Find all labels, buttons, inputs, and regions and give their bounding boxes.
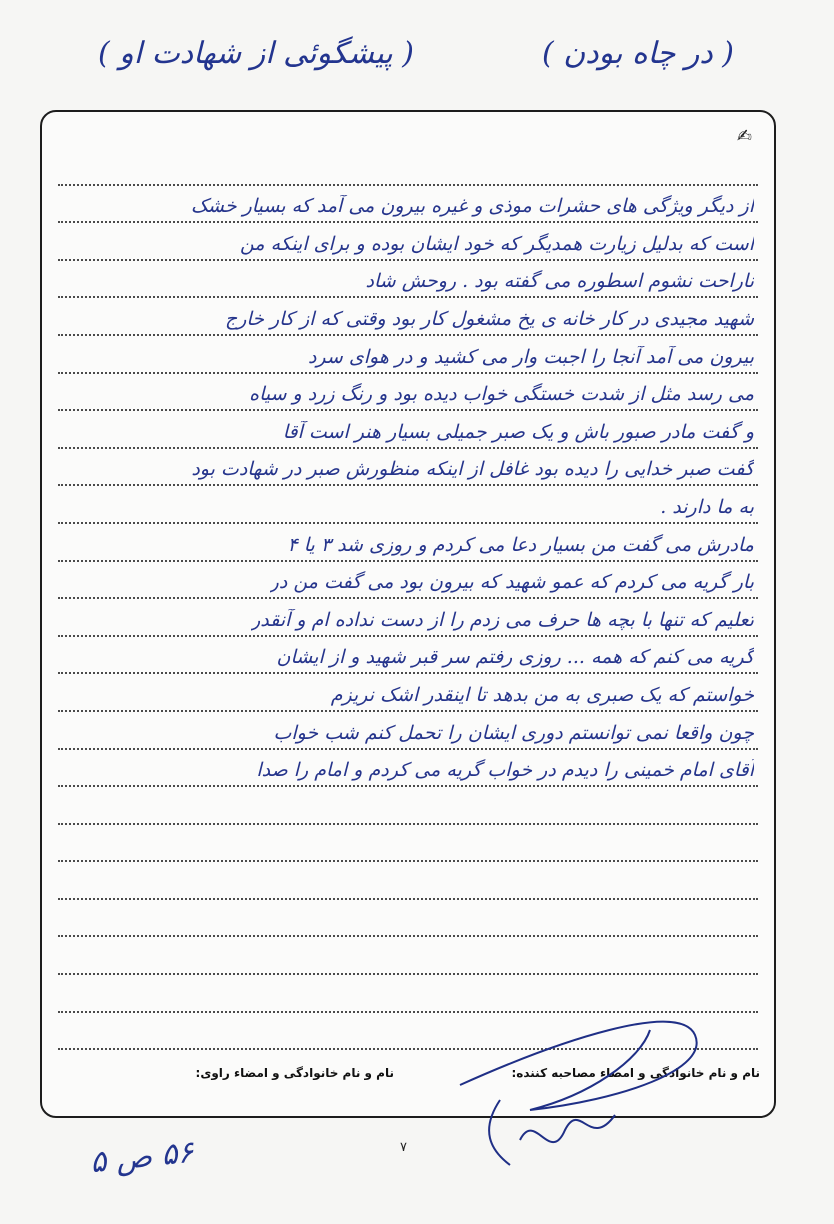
line-text: از دیگر ویژگی های حشرات موذی و غیره بیرون می آمد که بسیار خشک bbox=[190, 195, 754, 218]
lined-form-box bbox=[40, 110, 776, 1118]
line-text: به ما دارند . bbox=[660, 495, 754, 518]
line-text: است که بدلیل زیارت همدیگر که خود ایشان بوده و برای اینکه من bbox=[239, 232, 754, 255]
line-row bbox=[58, 524, 758, 562]
handwritten-title-left: ( پیشگوئی از شهادت او ) bbox=[97, 36, 414, 71]
line-row bbox=[58, 336, 758, 374]
line-row bbox=[58, 148, 758, 186]
line-row bbox=[58, 261, 758, 299]
line-row bbox=[58, 411, 758, 449]
line-text: چون واقعا نمی توانستم دوری ایشان را تحمل کنم شب خواب bbox=[273, 721, 754, 744]
line-row bbox=[58, 186, 758, 224]
line-row bbox=[58, 825, 758, 863]
signature-scribble bbox=[440, 990, 730, 1180]
line-row bbox=[58, 750, 758, 788]
line-row bbox=[58, 862, 758, 900]
line-text: مادرش می گفت من بسیار دعا می کردم و روزی شد ۳ یا ۴ bbox=[287, 533, 754, 556]
narrator-signature-label: نام و نام خانوادگی و امضاء راوی: bbox=[195, 1066, 394, 1080]
line-text: آقای امام خمینی را دیدم در خواب گریه می کردم و امام را صدا bbox=[256, 759, 754, 782]
line-row bbox=[58, 637, 758, 675]
line-text: ناراحت نشوم اسطوره می گفته بود . روحش شاد bbox=[365, 270, 754, 293]
handwritten-title-right: ( در چاه بودن ) bbox=[541, 36, 734, 71]
line-row bbox=[58, 374, 758, 412]
line-row bbox=[58, 298, 758, 336]
line-text: شهید مجیدی در کار خانه ی یخ مشغول کار بود وقتی که از کار خارج bbox=[224, 307, 754, 330]
line-text: بیرون می آمد آنجا را اجبت وار می کشید و در هوای سرد bbox=[307, 345, 754, 368]
line-text: تعلیم که تنها با بچه ها حرف می زدم را از دست نداده ام و آنقدر bbox=[251, 608, 754, 631]
line-row bbox=[58, 599, 758, 637]
line-row bbox=[58, 562, 758, 600]
line-text: گفت صبر خدایی را دیده بود غافل از اینکه منظورش صبر در شهادت بود bbox=[191, 458, 754, 481]
line-text: می رسد مثل از شدت خستگی خواب دیده بود و رنگ زرد و سیاه bbox=[249, 383, 754, 406]
pencil-writing-icon: ✍ bbox=[736, 126, 752, 147]
line-row bbox=[58, 900, 758, 938]
line-text: گریه می کنم که همه ... روزی رفتم سر قبر شهید و از ایشان bbox=[276, 646, 754, 669]
interviewer-signature-label: نام و نام خانوادگی و امضاء مصاحبه کننده: bbox=[511, 1066, 760, 1080]
line-row bbox=[58, 937, 758, 975]
line-text: و گفت مادر صبور باش و یک صبر جمیلی بسیار هنر است آقا bbox=[282, 420, 754, 443]
line-row bbox=[58, 712, 758, 750]
line-row bbox=[58, 674, 758, 712]
line-row bbox=[58, 449, 758, 487]
page-number: ۷ bbox=[400, 1140, 407, 1155]
line-row bbox=[58, 486, 758, 524]
line-text: بار گریه می کردم که عمو شهید که بیرون بود می گفت من در bbox=[269, 571, 754, 594]
handwriting-lines bbox=[58, 148, 758, 1050]
line-row bbox=[58, 787, 758, 825]
line-row bbox=[58, 223, 758, 261]
handwritten-page-note: ۵۶ ص ۵ bbox=[88, 1134, 196, 1181]
line-text: خواستم که یک صبری به من بدهد تا اینقدر اشک نریزم bbox=[330, 683, 754, 706]
